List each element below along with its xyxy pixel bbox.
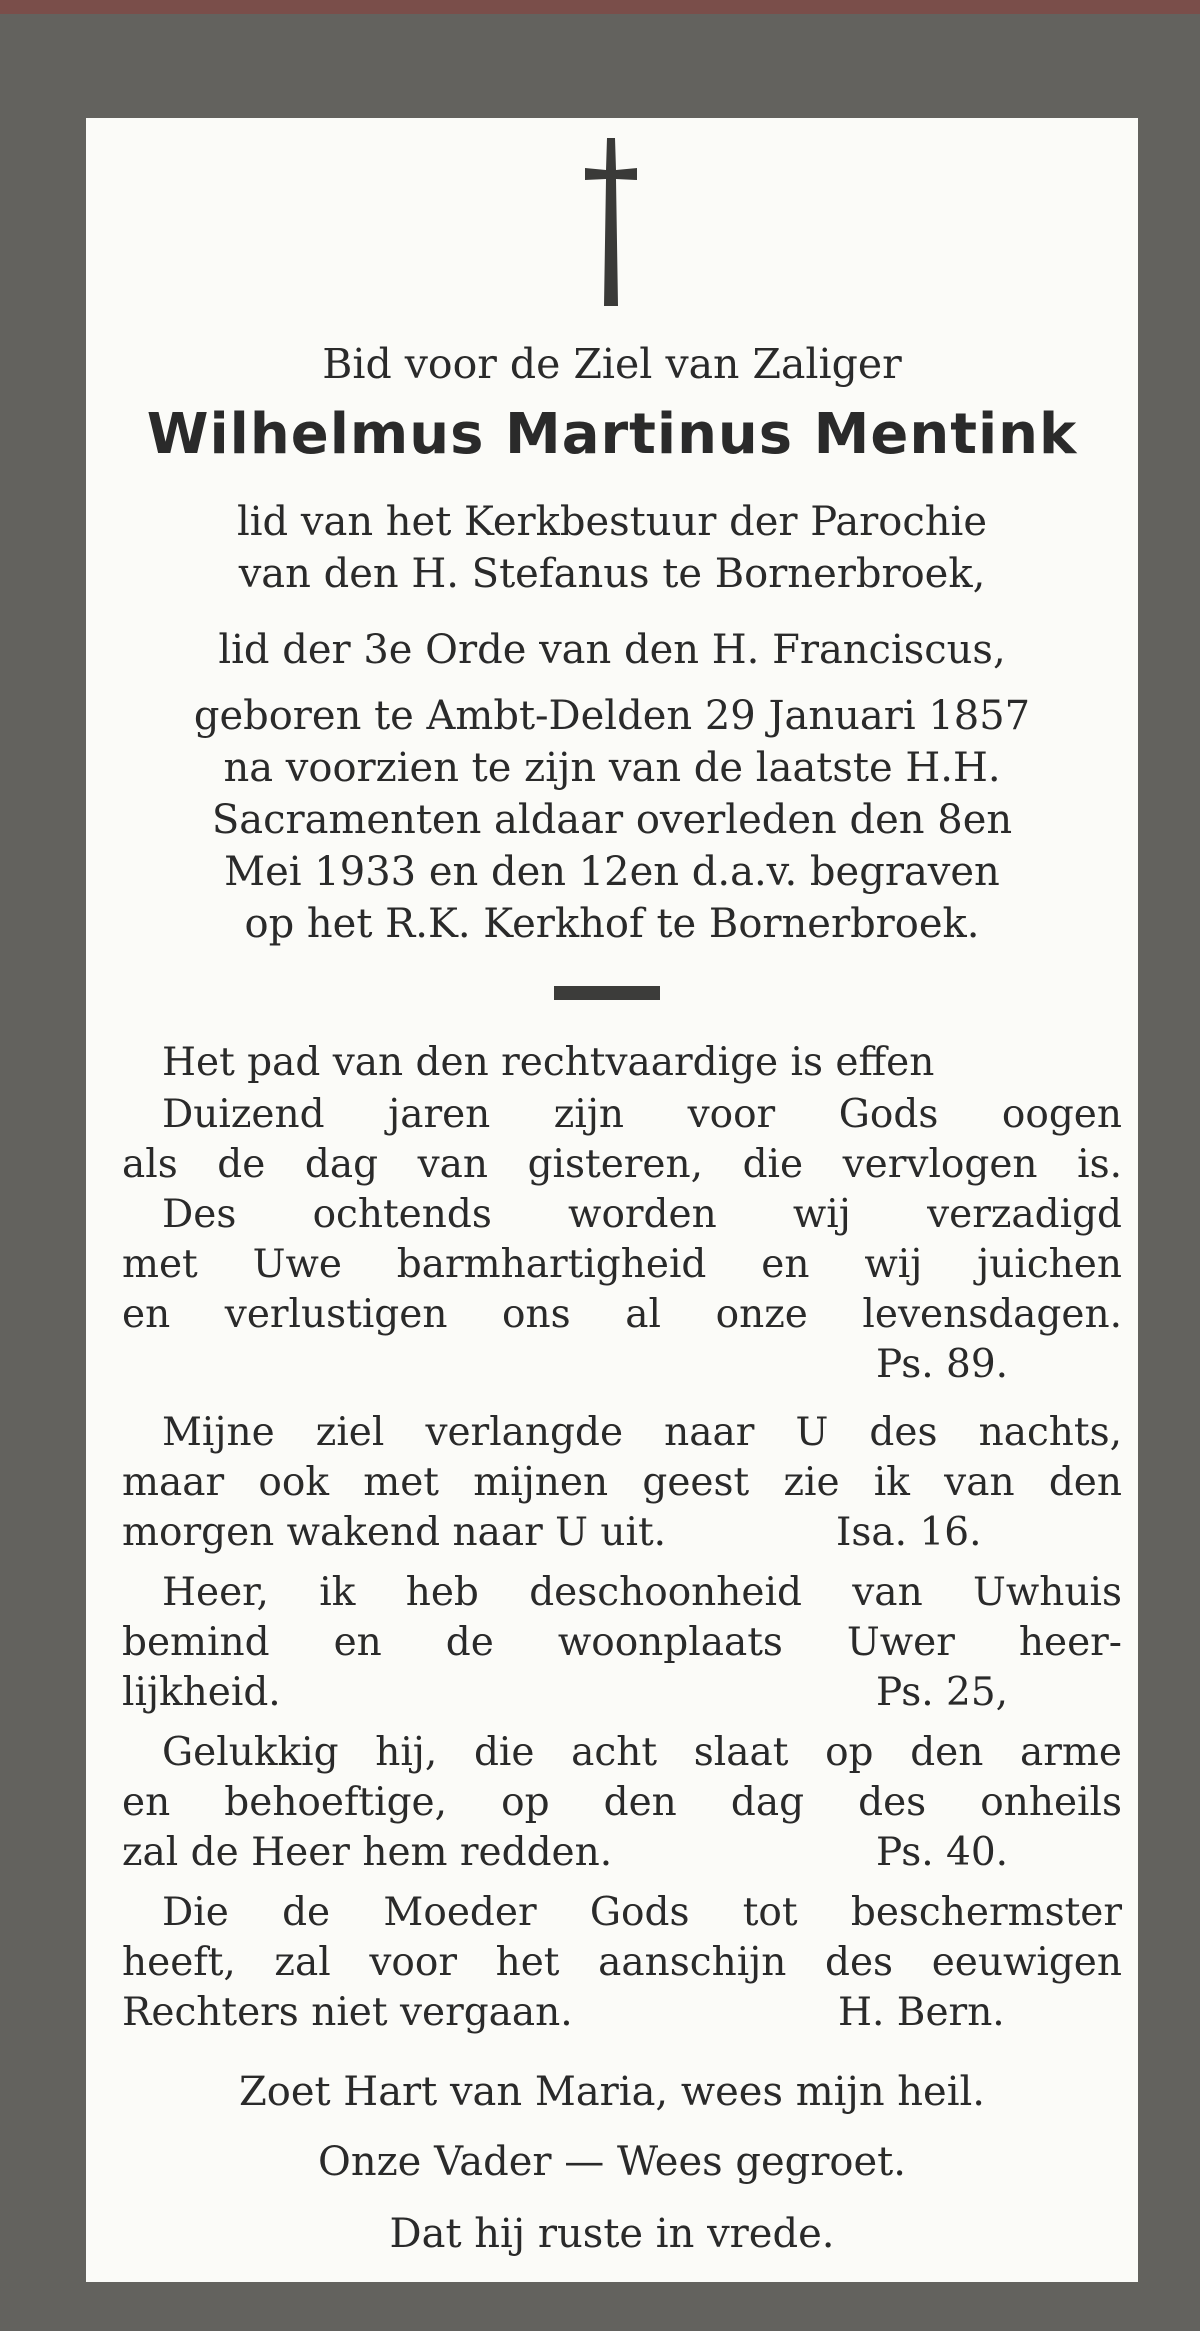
verse-reference: Ps. 40.: [876, 1830, 1009, 1875]
verse-line: Heer, ik heb deschoonheid van Uwhuis: [162, 1570, 1122, 1615]
verse-reference: Isa. 16.: [836, 1510, 982, 1555]
verse-line: lijkheid.: [122, 1670, 281, 1715]
verse-line: bemind en de woonplaats Uwer heer-: [122, 1620, 1122, 1665]
bio-line: Sacramenten aldaar overleden den 8en: [211, 797, 1013, 843]
card-panel: [86, 118, 1138, 2282]
bio-line: lid der 3e Orde van den H. Franciscus,: [218, 627, 1006, 673]
bio-line: na voorzien te zijn van de laatste H.H.: [223, 745, 1001, 791]
verse-reference: Ps. 25,: [876, 1670, 1009, 1715]
bio-line: Mei 1933 en den 12en d.a.v. begraven: [224, 849, 1000, 895]
verse-line: Het pad van den rechtvaardige is effen: [162, 1040, 935, 1085]
verse-line: heeft, zal voor het aanschijn des eeuwigen: [122, 1940, 1122, 1985]
verse-line: maar ook met mijnen geest zie ik van den: [122, 1460, 1122, 1505]
bio-line: van den H. Stefanus te Bornerbroek,: [238, 551, 986, 597]
verse-line: Gelukkig hij, die acht slaat op den arme: [162, 1730, 1122, 1775]
verse-line: Die de Moeder Gods tot beschermster: [162, 1890, 1122, 1935]
verse-line: met Uwe barmhartigheid en wij juichen: [122, 1242, 1122, 1287]
closing-line: Zoet Hart van Maria, wees mijn heil.: [238, 2069, 986, 2115]
verse-line: als de dag van gisteren, die vervlogen is.: [122, 1142, 1122, 1187]
verse-line: en verlustigen ons al onze levensdagen.: [122, 1292, 1122, 1337]
closing-line: Dat hij ruste in vrede.: [389, 2211, 835, 2257]
prayer-intro: Bid voor de Ziel van Zaliger: [322, 340, 902, 388]
verse-reference: Ps. 89.: [876, 1342, 1009, 1387]
closing-line: Onze Vader — Wees gegroet.: [318, 2139, 906, 2185]
deceased-name: Wilhelmus Martinus Mentink: [146, 402, 1078, 467]
verse-reference: H. Bern.: [838, 1990, 1005, 2035]
verse-line: zal de Heer hem redden.: [122, 1830, 613, 1875]
cross-icon: [581, 138, 641, 308]
verse-line: en behoeftige, op den dag des onheils: [122, 1780, 1122, 1825]
verse-line: Mijne ziel verlangde naar U des nachts,: [162, 1410, 1122, 1455]
verse-line: Rechters niet vergaan.: [122, 1990, 573, 2035]
verse-line: morgen wakend naar U uit.: [122, 1510, 667, 1555]
bio-line: geboren te Ambt-Delden 29 Januari 1857: [193, 693, 1031, 739]
divider-bar: [554, 986, 660, 1000]
verse-line: Des ochtends worden wij verzadigd: [162, 1192, 1122, 1237]
verse-line: Duizend jaren zijn voor Gods oogen: [162, 1092, 1122, 1137]
bio-line: lid van het Kerkbestuur der Parochie: [236, 499, 988, 545]
bio-line: op het R.K. Kerkhof te Bornerbroek.: [244, 901, 980, 947]
